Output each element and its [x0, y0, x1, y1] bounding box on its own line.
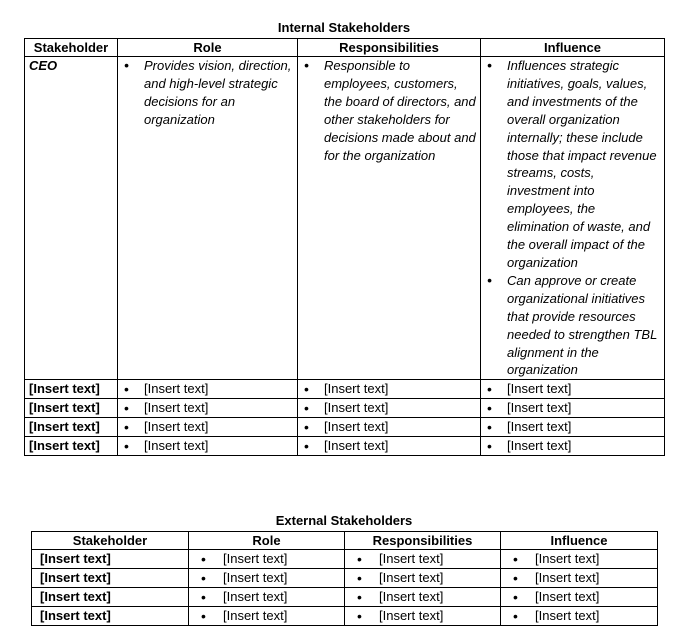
influence-cell[interactable] [501, 569, 658, 588]
external-stakeholders-table [31, 531, 658, 626]
responsibilities-list [302, 57, 476, 164]
list-item: • [Insert text] [505, 588, 653, 606]
role-cell[interactable] [189, 607, 345, 626]
responsibilities-cell[interactable] [345, 607, 501, 626]
list-item: • [Insert text] [349, 550, 496, 568]
list-item: • [Insert text] [505, 607, 653, 625]
table-row-ceo [25, 57, 665, 380]
responsibilities-cell[interactable] [298, 380, 481, 399]
list-item: • [Insert text] [122, 380, 293, 398]
list-item: • [Insert text] [302, 437, 476, 455]
role-cell[interactable] [118, 418, 298, 437]
table-row [25, 380, 665, 399]
list-item: • [Insert text] [485, 399, 660, 417]
internal-header-row [25, 39, 665, 57]
stakeholder-cell[interactable]: [Insert text] [32, 607, 189, 626]
list-item: • [Insert text] [302, 418, 476, 436]
list-item: • Responsible to employees, customers, the board of directors, and other stakeholders for decisions made about and for the organization [302, 57, 476, 164]
role-cell[interactable] [189, 588, 345, 607]
role-cell [118, 57, 298, 380]
responsibilities-cell[interactable] [298, 437, 481, 456]
role-cell[interactable] [189, 569, 345, 588]
responsibilities-cell [298, 57, 481, 380]
influence-cell[interactable] [501, 607, 658, 626]
list-item: • [Insert text] [193, 569, 340, 587]
influence-list [485, 57, 660, 379]
header-influence: Influence [481, 39, 665, 57]
list-item: • [Insert text] [302, 399, 476, 417]
influence-cell[interactable] [501, 550, 658, 569]
list-item: • [Insert text] [505, 550, 653, 568]
list-item: • Provides vision, direction, and high-level strategic decisions for an organization [122, 57, 293, 129]
list-item: • [Insert text] [505, 569, 653, 587]
header-influence: Influence [501, 532, 658, 550]
list-item: • [Insert text] [193, 588, 340, 606]
list-item: • [Insert text] [349, 569, 496, 587]
influence-cell[interactable] [481, 380, 665, 399]
table-row [32, 607, 658, 626]
responsibilities-cell[interactable] [298, 399, 481, 418]
responsibilities-cell[interactable] [345, 569, 501, 588]
stakeholder-cell[interactable]: [Insert text] [32, 569, 189, 588]
influence-cell [481, 57, 665, 380]
influence-cell[interactable] [481, 399, 665, 418]
table-row [32, 550, 658, 569]
list-item: • [Insert text] [122, 399, 293, 417]
header-role: Role [189, 532, 345, 550]
header-role: Role [118, 39, 298, 57]
stakeholder-cell[interactable]: [Insert text] [32, 550, 189, 569]
list-item: • [Insert text] [485, 418, 660, 436]
list-item: • [Insert text] [122, 437, 293, 455]
stakeholder-cell[interactable]: [Insert text] [32, 588, 189, 607]
influence-cell[interactable] [481, 418, 665, 437]
table-row [32, 588, 658, 607]
role-list [122, 57, 293, 129]
responsibilities-cell[interactable] [345, 550, 501, 569]
header-responsibilities: Responsibilities [345, 532, 501, 550]
header-stakeholder: Stakeholder [32, 532, 189, 550]
influence-cell[interactable] [501, 588, 658, 607]
role-cell[interactable] [118, 380, 298, 399]
table-row [25, 418, 665, 437]
responsibilities-cell[interactable] [298, 418, 481, 437]
table-row [32, 569, 658, 588]
list-item: • [Insert text] [193, 607, 340, 625]
responsibilities-cell[interactable] [345, 588, 501, 607]
list-item: • [Insert text] [193, 550, 340, 568]
role-cell[interactable] [189, 550, 345, 569]
list-item: • [Insert text] [485, 437, 660, 455]
role-cell[interactable] [118, 399, 298, 418]
list-item: • [Insert text] [349, 607, 496, 625]
stakeholder-cell[interactable]: [Insert text] [25, 418, 118, 437]
header-responsibilities: Responsibilities [298, 39, 481, 57]
table-row [25, 437, 665, 456]
list-item: • [Insert text] [122, 418, 293, 436]
external-header-row [32, 532, 658, 550]
external-table-title: External Stakeholders [275, 513, 413, 528]
list-item: • [Insert text] [349, 588, 496, 606]
list-item: • Influences strategic initiatives, goals, values, and investments of the overall organization internally; these include those that impact revenue streams, costs, investment into employees, the elimination of waste, and the overall impact of the organization [485, 57, 660, 272]
stakeholder-cell: CEO [25, 57, 118, 380]
influence-cell[interactable] [481, 437, 665, 456]
stakeholder-cell[interactable]: [Insert text] [25, 437, 118, 456]
internal-table-title: Internal Stakeholders [277, 20, 411, 35]
list-item: • [Insert text] [302, 380, 476, 398]
table-row [25, 399, 665, 418]
header-stakeholder: Stakeholder [25, 39, 118, 57]
list-item: • Can approve or create organizational initiatives that provide resources needed to strengthen TBL alignment in the organization [485, 272, 660, 379]
internal-stakeholders-table [24, 38, 665, 456]
stakeholder-cell[interactable]: [Insert text] [25, 380, 118, 399]
list-item: • [Insert text] [485, 380, 660, 398]
role-cell[interactable] [118, 437, 298, 456]
stakeholder-cell[interactable]: [Insert text] [25, 399, 118, 418]
